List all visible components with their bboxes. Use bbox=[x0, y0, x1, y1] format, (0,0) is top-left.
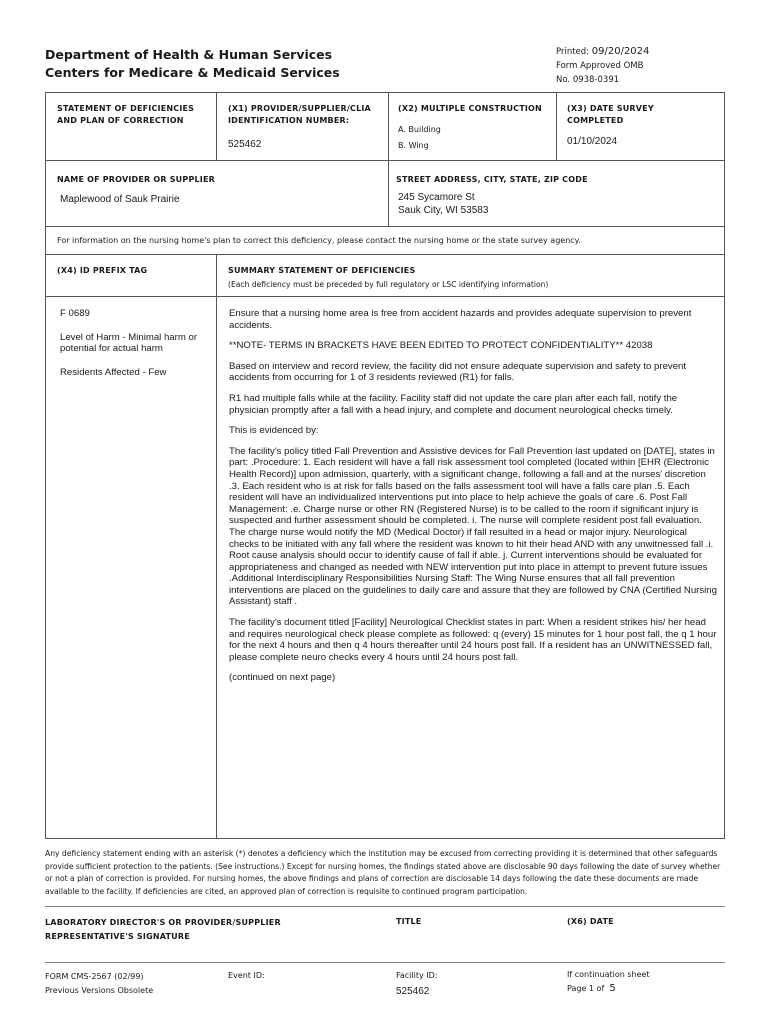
building-label: A. Building bbox=[398, 125, 441, 134]
provider-id-label: (X1) PROVIDER/SUPPLIER/CLIA IDENTIFICATION NUMBER: bbox=[228, 104, 371, 125]
address-label: STREET ADDRESS, CITY, STATE, ZIP CODE bbox=[396, 175, 588, 184]
row1-sep1 bbox=[216, 92, 217, 160]
omb-line2: No. 0938-0391 bbox=[556, 75, 620, 85]
residents-affected: Residents Affected - Few bbox=[60, 366, 167, 378]
disclaimer: Any deficiency statement ending with an asterisk (*) denotes a deficiency which the institution may be excused from correcting providing it is determined that other safeguards provide sufficient protection to the patients. (See instructions.) Except for nursing homes, the findings stated above are disclosable 90 days following the date of survey whether or not a plan of correction is provided. For nursing homes, the above findings and plans of correction are disclosable 14 days following the date these documents are made available to the facility. If deficiencies are cited, an approved plan of correction is requisite to continued program participation. bbox=[45, 849, 721, 896]
info-divider bbox=[45, 254, 725, 255]
agency-header bbox=[45, 46, 340, 82]
printed-date: 09/20/2024 bbox=[591, 46, 650, 57]
page-label: Page 1 of bbox=[567, 984, 605, 993]
provider-name: Maplewood of Sauk Prairie bbox=[60, 194, 180, 205]
summary-label: SUMMARY STATEMENT OF DEFICIENCIES bbox=[228, 266, 416, 275]
page-total: 5 bbox=[609, 983, 616, 994]
provider-name-label: NAME OF PROVIDER OR SUPPLIER bbox=[57, 175, 216, 184]
level-of-harm: Level of Harm - Minimal harm or potential for actual harm bbox=[60, 331, 198, 355]
summary-paragraph: This is evidenced by: bbox=[229, 425, 319, 437]
continuation-label: If continuation sheet bbox=[567, 970, 650, 979]
summary-paragraph: Based on interview and record review, the facility did not ensure adequate supervision and safety to prevent accidents from occurring for 1 of 3 residents reviewed (R1) for falls. bbox=[229, 360, 687, 384]
body-bottom-border bbox=[45, 838, 725, 839]
statement-label: STATEMENT OF DEFICIENCIES AND PLAN OF CORRECTION bbox=[57, 104, 195, 125]
deficiency-tag: F 0689 bbox=[60, 308, 90, 319]
printed-label: Printed: bbox=[556, 47, 590, 57]
summary-paragraph: The facility's document titled [Facility] Neurological Checklist states in part: When a resident strikes his/ her head and requires neurological check please complete as followed: q (every) 15 minutes for 1 hour post fall, the q 1 hour for the next 4 hours and then q 4 hours thereafter until 24 hours post fall. If a resident has an UNWITNESSED fall, please complete neuro checks every 4 hours until 24 hours post fall. bbox=[229, 617, 717, 663]
provider-id: 525462 bbox=[228, 139, 262, 150]
address-line2: Sauk City, WI 53583 bbox=[398, 205, 489, 216]
row1-sep3 bbox=[556, 92, 557, 160]
form-versions: Previous Versions Obsolete bbox=[45, 986, 154, 995]
row2-divider bbox=[45, 226, 725, 227]
event-id-label: Event ID: bbox=[228, 971, 265, 980]
top-border bbox=[45, 92, 725, 93]
column-header-divider bbox=[45, 296, 725, 297]
title-label: TITLE bbox=[396, 917, 422, 926]
summary-sublabel: (Each deficiency must be preceded by full regulatory or LSC identifying information) bbox=[228, 280, 549, 289]
deficiency-tag-info bbox=[60, 308, 210, 390]
continued-note: (continued on next page) bbox=[229, 672, 336, 684]
row1-divider bbox=[45, 160, 725, 161]
row1-sep2 bbox=[388, 92, 389, 226]
signature-top-line bbox=[45, 906, 725, 907]
facility-id-label: Facility ID: bbox=[396, 971, 438, 980]
form-number: FORM CMS-2567 (02/99) bbox=[45, 972, 144, 981]
form-info bbox=[45, 970, 153, 998]
column-separator bbox=[216, 254, 217, 839]
agency-subname: Centers for Medicare & Medicaid Services bbox=[45, 65, 340, 80]
address-line1: 245 Sycamore St bbox=[398, 192, 475, 203]
multiple-construction-label: (X2) MULTIPLE CONSTRUCTION bbox=[398, 104, 542, 113]
director-signature-label: LABORATORY DIRECTOR'S OR PROVIDER/SUPPLIER REPRESENTATIVE'S SIGNATURE bbox=[45, 918, 281, 941]
survey-date: 01/10/2024 bbox=[567, 136, 618, 147]
summary-paragraph: The facility's policy titled Fall Prevention and Assistive devices for Fall Prevention last updated on [DATE], states in part: .Procedure: 1. Each resident will have a fall risk assessment tool completed (located within [EHR (Electronic Health Record)] upon admission, quarterly, with a significant change, following a fall and at the nurses' discretion .3. Each resident who is at risk for falls based on the falls assessment tool will have a falls care plan .5. Each resident will have an individualized interventions put into place to help achieve the goals of care .6. Post Fall Management: .e. Charge nurse or other RN (Registered Nurse) is to be called to the room if significant injury is suspected and further assessment should be completed. i. The nurse will complete resident post fall evaluation. The charge nurse would notify the MD (Medical Doctor) if fall resulted in a head or major injury. Neurological checks to be initiated with any fall where the resident was known to hit their head AND with any unwitnessed fall .i. Root cause analysis should occur to identify cause of fall if able. j. Current interventions should be evaluated for appropriateness and changed as needed with NEW intervention put into place in attempt to prevent future issues .Additional Interdisciplinary Responsibilities Nursing Staff: The Wing Nurse ensures that all fall prevention interventions are placed on the guidelines to daily care and assure that they are followed by CNA (Certified Nursing Assistant) staff . bbox=[229, 445, 717, 608]
right-border bbox=[724, 92, 725, 839]
address bbox=[398, 191, 488, 217]
print-info bbox=[556, 45, 649, 87]
prefix-tag-label: (X4) ID PREFIX TAG bbox=[57, 266, 148, 275]
left-border bbox=[45, 92, 46, 839]
omb-line1: Form Approved OMB bbox=[556, 61, 644, 71]
wing-label: B. Wing bbox=[398, 141, 429, 150]
summary-paragraph: R1 had multiple falls while at the facility. Facility staff did not update the care plan after each fall, notify the physician promptly after a fall with a head injury, and complete and document neurological checks timely. bbox=[229, 392, 678, 416]
date-label: (X6) DATE bbox=[567, 917, 614, 926]
survey-label: (X3) DATE SURVEY COMPLETED bbox=[567, 104, 654, 125]
summary-paragraph: Ensure that a nursing home area is free from accident hazards and provides adequate supervision to prevent accidents. bbox=[229, 308, 692, 331]
info-note: For information on the nursing home's plan to correct this deficiency, please contact the nursing home or the state survey agency. bbox=[57, 236, 581, 245]
signature-bottom-line bbox=[45, 962, 725, 963]
deficiency-summary bbox=[229, 308, 717, 693]
agency-name: Department of Health & Human Services bbox=[45, 47, 333, 62]
page-info bbox=[567, 968, 650, 996]
summary-paragraph: **NOTE- TERMS IN BRACKETS HAVE BEEN EDITED TO PROTECT CONFIDENTIALITY** 42038 bbox=[229, 340, 653, 352]
facility-id: 525462 bbox=[396, 986, 430, 997]
